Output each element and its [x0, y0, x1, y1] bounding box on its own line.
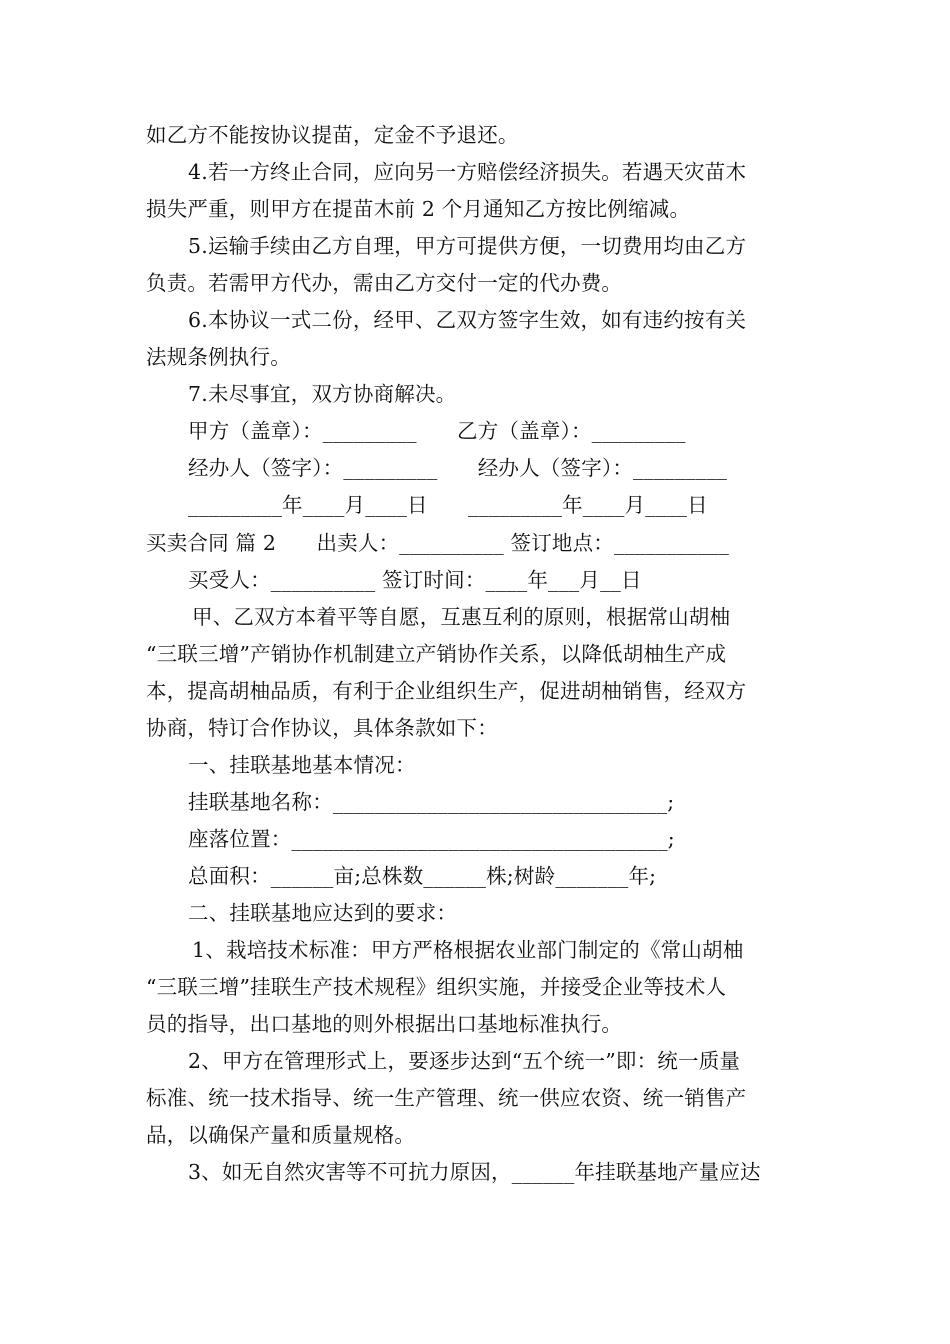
section-heading-2: 二、挂联基地应达到的要求：: [188, 901, 458, 925]
signature-line-agent: 经办人（签字）：_________ 经办人（签字）：_________: [188, 456, 728, 480]
text-line-17: 协商，特订合作协议，具体条款如下：: [146, 716, 498, 740]
text-line-8: 7.未尽事宜，双方协商解决。: [188, 382, 457, 406]
text-line-24: “三联三增”挂联生产技术规程》组织实施，并接受企业等技术人: [146, 975, 727, 999]
text-line-4: 5.运输手续由乙方自理，甲方可提供方便，一切费用均由乙方: [188, 234, 747, 258]
text-line-28: 品，以确保产量和质量规格。: [146, 1123, 416, 1147]
contract-heading-line: 买卖合同 篇 2 出卖人：__________ 签订地点：___________: [146, 531, 729, 555]
text-line-1: 如乙方不能按协议提苗，定金不予退还。: [146, 123, 519, 147]
text-line-3: 损失严重，则甲方在提苗木前 2 个月通知乙方按比例缩减。: [146, 197, 691, 221]
text-line-23: 1、栽培技术标准：甲方严格根据农业部门制定的《常山胡柚: [192, 938, 744, 962]
text-line-27: 标准、统一技术指导、统一生产管理、统一供应农资、统一销售产: [146, 1086, 747, 1110]
area-line: 总面积：______亩;总株数______株;树龄_______年;: [188, 864, 657, 888]
location-line: 座落位置：____________________________________;: [188, 827, 675, 851]
text-line-26: 2、甲方在管理形式上，要逐步达到“五个统一”即：统一质量: [188, 1049, 741, 1073]
text-line-14: 甲、乙双方本着平等自愿，互惠互利的原则，根据常山胡柚: [192, 605, 731, 629]
text-line-16: 本，提高胡柚品质，有利于企业组织生产，促进胡柚销售，经双方: [146, 679, 747, 703]
signature-line-date: _________年____月____日 _________年____月____日: [188, 493, 708, 517]
text-line-29: 3、如无自然灾害等不可抗力原因，______年挂联基地产量应达: [188, 1160, 761, 1184]
text-line-2: 4.若一方终止合同，应向另一方赔偿经济损失。若遇天灾苗木: [188, 160, 747, 184]
text-line-25: 员的指导，出口基地的则外根据出口基地标准执行。: [146, 1012, 623, 1036]
text-line-6: 6.本协议一式二份，经甲、乙双方签字生效，如有违约按有关: [188, 308, 747, 332]
signature-line-party: 甲方（盖章）：_________ 乙方（盖章）：_________: [188, 419, 686, 443]
text-line-7: 法规条例执行。: [146, 345, 291, 369]
buyer-line: 买受人：__________ 签订时间：____年___月__日: [188, 568, 642, 592]
text-line-15: “三联三增”产销协作机制建立产销协作关系，以降低胡柚生产成: [146, 642, 727, 666]
text-line-5: 负责。若需甲方代办，需由乙方交付一定的代办费。: [146, 271, 623, 295]
base-name-line: 挂联基地名称：________________________________;: [188, 790, 675, 814]
section-heading-1: 一、挂联基地基本情况：: [188, 753, 416, 777]
